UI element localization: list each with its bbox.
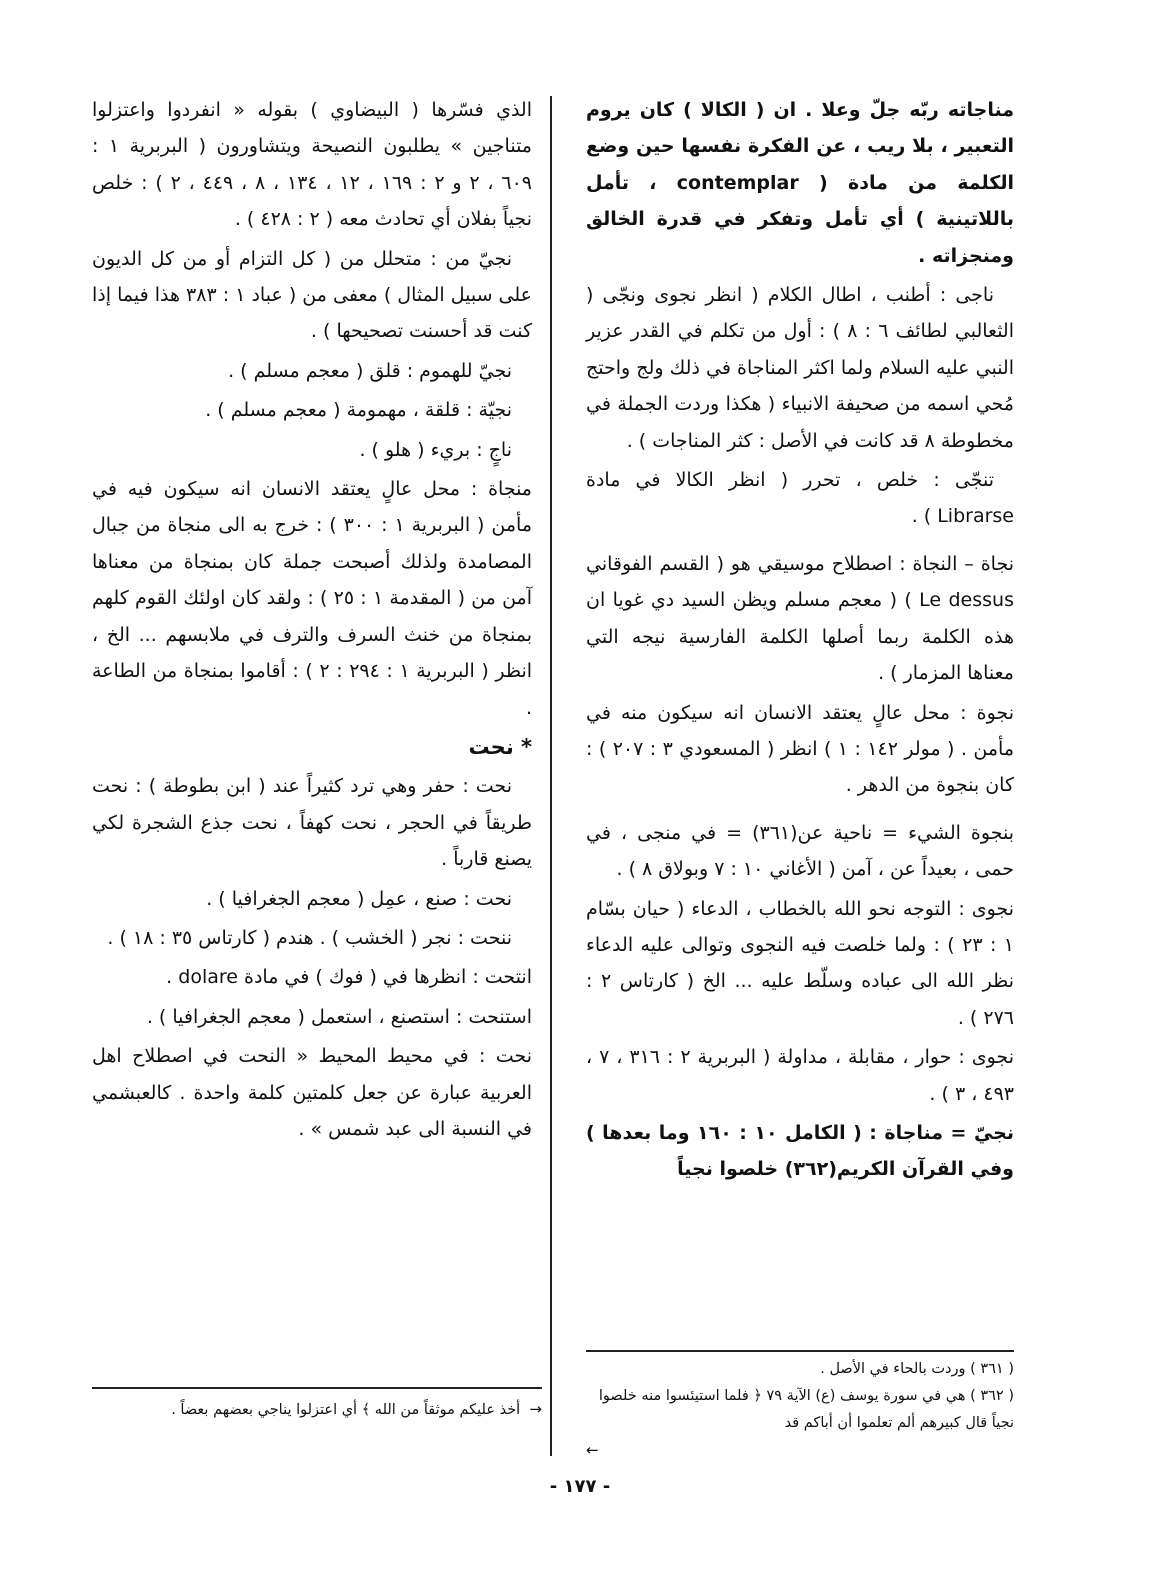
entry-nahata-dig: نحت : حفر وهي ترد كثيراً عند ( ابن بطوطة ) : نحت طريقاً في الحجر ، نحت كهفاً ، نحت جذع الشجرة لكي يصنع قارباً . [92,775,532,871]
entry-nahata-muhit: نحت : في محيط المحيط « النحت في اصطلاح اهل العربية عبارة عن جعل كلمتين كلمة واحدة . كالعبشمي في النسبة الى عبد شمس » . [92,1045,532,1140]
entry-najat: نجاة – النجاة : اصطلاح موسيقي هو ( القسم الفوقاني Le dessus ) ( معجم مسلم ويظن السيد دي غويا ان هذه الكلمة ربما أصلها الكلمة الفارسية نيجه التي معناها المزمار ) . [586,552,1014,685]
entry-nahata-make: نحت : صنع ، عمِل ( معجم الجغرافيا ) . [206,887,512,910]
footnote-361: ( ٣٦١ ) وردت بالحاء في الأصل . [820,1361,1014,1377]
entry-manjat: منجاة : محل عالٍ يعتقد الانسان انه سيكون فيه في مأمن ( البربرية ١ : ٣٠٠ ) : خرج به الى منجاة من جبال المصامدة ولذلك أصبحت جملة كان بمنجاة من معناها آمن من ( المقدمة ١ : ٢٥ ) : ولقد كان اولئك القوم كلهم بمنجاة من خنث السرف والترف في ملابسهم ... الخ ، انظر ( البربرية ١ : ٢٩٤ : ٢ ) : أقاموا بمنجاة من الطاعة . [92,478,533,719]
entry-binajwat: بنجوة الشيء = ناحية عن(٣٦١) = في منجى ، في حمى ، بعيداً عن ، آمن ( الأغاني ١٠ : ٧ وبولاق ٨ ) . [586,821,1014,881]
footnotes-right [586,1356,1014,1465]
footnote-362: ( ٣٦٢ ) هي في سورة يوسف (ع) الآية ٧٩ ﴿ فلما استيئسوا منه خلصوا نجياً قال كبيرهم ألم تعلموا أن أباكم قد [598,1388,1014,1431]
entry-baydawi-continued: الذي فسّرها ( البيضاوي ) بقوله « انفردوا واعتزلوا متناجين » يطلبون النصيحة ويتشاورون ( البربرية ١ : ٦٠٩ ، ٢ و ٢ : ١٦٩ ، ١٢ ، ١٣٤ ، ٨ ، ٤٤٩ ، ٢ ) : خلص نجياً بفلان أي تحادث معه ( ٢ : ٤٢٨ ) . [92,99,532,231]
entry-najiyy-lilhumum: نجيّ للهموم : قلق ( معجم مسلم ) . [228,359,512,382]
entry-najwa-place: نجوة : محل عالٍ يعتقد الانسان انه سيكون منه في مأمن . ( مولر ١٤٢ : ١ ) انظر ( المسعودي ٣ : ٢٠٧ ) : كان بنجوة من الدهر . [586,701,1014,797]
entry-najiyy-min: نجيّ من : متحلل من ( كل التزام أو من كل الديون على سبيل المثال ) معفى من ( عباد ١ : ٣٨٣ هذا فيما إذا كنت قد أحسنت تصحيحها ) . [92,247,533,343]
footnote-divider-left [92,1387,542,1389]
footnote-362-continued: أخذ عليكم موثقاً من الله ﴾ أي اعتزلوا يناجي بعضهم بعضاً . [171,1402,521,1418]
left-column [92,92,532,1147]
footnote-divider-right [586,1350,1014,1352]
column-divider [550,96,552,1456]
right-column [586,92,1014,1188]
entry-istanhata: استنحت : استصنع ، استعمل ( معجم الجغرافيا ) . [146,1005,532,1028]
entry-najwa-prayer: نجوى : التوجه نحو الله بالخطاب ، الدعاء ( حيان بسّام ١ : ٢٣ ) : ولما خلصت فيه النجوى وتوالى عليه الدعاء نظر الله الى عباده وسلّط عليه ... الخ ( كارتاس ٢ : ٢٧٦ ) . [586,897,1014,1029]
entry-intahata: انتحت : انظرها في ( فوك ) في مادة dolare . [166,966,532,989]
entry-munajat-continued: مناجاته ربّه جلّ وعلا . ان ( الكالا ) كان يروم التعبير ، بلا ريب ، عن الفكرة نفسها حين وضع الكلمة من مادة ( contemplar ، تأمل باللاتينية ) أي تأمل وتفكر في قدرة الخالق ومنجزاته . [586,99,1014,267]
section-heading-nahata: * نحت [468,734,532,759]
entry-najwa-dialogue: نجوى : حوار ، مقابلة ، مداولة ( البربرية ٢ : ٣١٦ ، ٧ ، ٤٩٣ ، ٣ ) . [586,1046,1014,1105]
continuation-arrow-icon: ← [586,1441,599,1459]
entry-najiyya: نجيّة : قلقة ، مهمومة ( معجم مسلم ) . [205,399,512,422]
entry-nanhata: ننحت : نجر ( الخشب ) . هندم ( كارتاس ٣٥ : ١٨ ) . [107,926,512,949]
entry-tanajja: تنجّى : خلص ، تحرر ( انظر الكالا في مادة Librarse ) . [586,469,1014,528]
footnotes-left [92,1396,542,1424]
entry-naja: ناجى : أطنب ، اطال الكلام ( انظر نجوى ونجّى ( الثعالبي لطائف ٦ : ٨ ) : أول من تكلم في القدر عزير النبي عليه السلام ولما اكثر المناجاة في ذلك ولج واحتج مُحي اسمه من صحيفة الانبياء ( هكذا وردت الجملة في مخطوطة ٨ قد كانت في الأصل : كثر المناجات ) . [586,284,1014,452]
entry-najiyy: نجيّ = مناجاة : ( الكامل ١٠ : ١٦٠ وما بعدها ) وفي القرآن الكريم(٣٦٢) خلصوا نجياً [586,1121,1014,1181]
entry-najin: ناجٍ : بريء ( هلو ) . [359,438,512,461]
page-number: - ١٧٧ - [549,1476,611,1497]
continuation-arrow-icon: → [529,1400,542,1418]
